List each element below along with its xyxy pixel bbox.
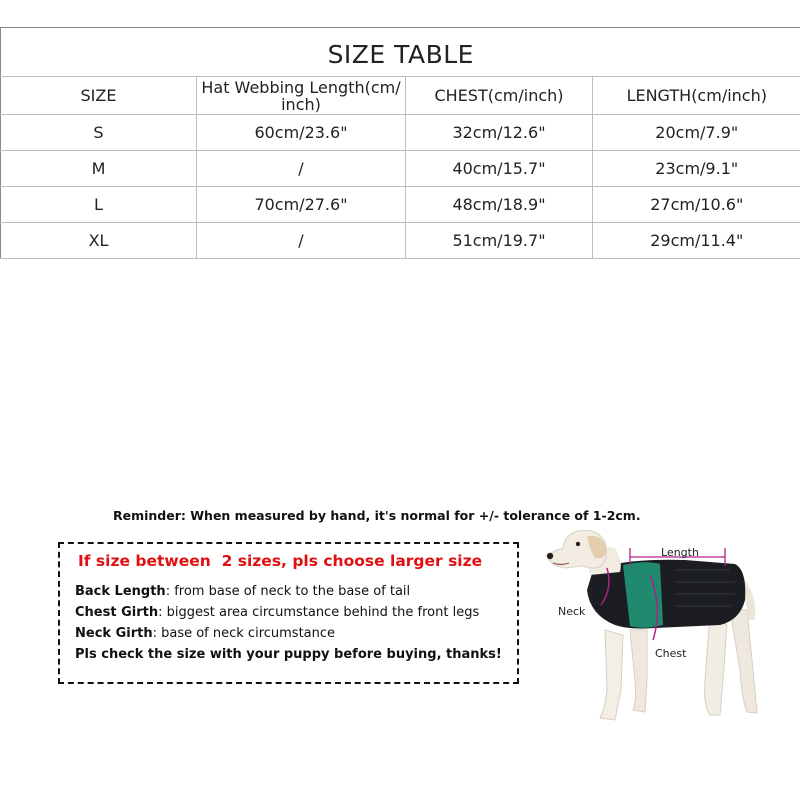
chest-girth-note	[75, 605, 479, 620]
cell-hat-webbing: /	[197, 151, 406, 187]
cell-chest: 48cm/18.9"	[406, 187, 593, 223]
cell-hat-webbing: 60cm/23.6"	[197, 115, 406, 151]
table-row	[1, 223, 800, 259]
cell-size: XL	[1, 223, 197, 259]
cell-length: 27cm/10.6"	[593, 187, 800, 223]
cell-chest: 51cm/19.7"	[406, 223, 593, 259]
cell-size: M	[1, 151, 197, 187]
header-chest: CHEST(cm/inch)	[406, 77, 593, 115]
cell-hat-webbing: 70cm/27.6"	[197, 187, 406, 223]
back-length-text: : from base of neck to the base of tail	[165, 584, 411, 599]
back-length-label: Back Length	[75, 584, 166, 599]
chest-girth-text: : biggest area circumstance behind the front legs	[158, 605, 480, 620]
size-table	[0, 27, 800, 259]
back-length-note	[75, 584, 410, 599]
dog-front-legs	[600, 630, 623, 720]
cell-chest: 32cm/12.6"	[406, 115, 593, 151]
header-hat-webbing-text: Hat Webbing Length(cm/ inch)	[201, 77, 401, 114]
header-length: LENGTH(cm/inch)	[593, 77, 800, 115]
dog-eye	[576, 542, 580, 546]
neck-girth-label: Neck Girth	[75, 626, 153, 641]
cell-length: 29cm/11.4"	[593, 223, 800, 259]
dog-measurement-illustration	[535, 530, 800, 730]
reminder-text: Reminder: When measured by hand, it's normal for +/- tolerance of 1-2cm.	[113, 508, 641, 523]
chest-girth-label: Chest Girth	[75, 605, 159, 620]
cell-size: S	[1, 115, 197, 151]
length-label: Length	[661, 546, 699, 559]
neck-girth-text: : base of neck circumstance	[152, 626, 336, 641]
neck-girth-note	[75, 626, 335, 641]
header-size: SIZE	[1, 77, 197, 115]
cell-length: 20cm/7.9"	[593, 115, 800, 151]
header-hat-webbing	[197, 77, 406, 115]
size-note-box	[58, 542, 519, 684]
neck-label: Neck	[558, 605, 586, 618]
table-row	[1, 187, 800, 223]
cell-chest: 40cm/15.7"	[406, 151, 593, 187]
dog-nose	[547, 553, 553, 559]
cell-length: 23cm/9.1"	[593, 151, 800, 187]
cell-hat-webbing: /	[197, 223, 406, 259]
cell-size: L	[1, 187, 197, 223]
table-row	[1, 151, 800, 187]
table-row	[1, 115, 800, 151]
table-title: SIZE TABLE	[1, 28, 800, 77]
check-size-note: Pls check the size with your puppy before buying, thanks!	[75, 647, 502, 662]
size-advice-headline: If size between 2 sizes, pls choose larger size	[78, 552, 483, 570]
chest-label: Chest	[655, 647, 687, 660]
dog-back-legs	[705, 615, 727, 715]
